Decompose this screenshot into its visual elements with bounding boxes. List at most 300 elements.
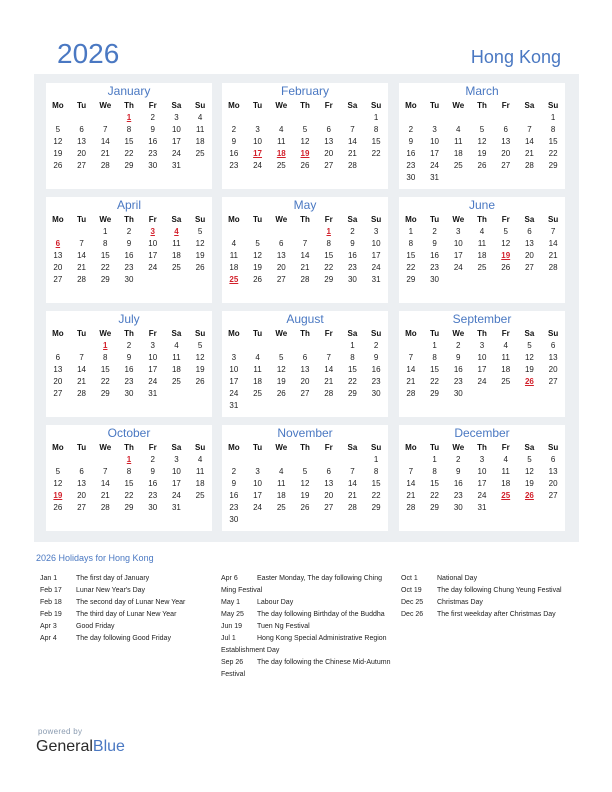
day-cell[interactable]: 6 (550, 455, 556, 464)
day-cell[interactable]: 25 (171, 263, 181, 272)
day-cell[interactable]: 13 (324, 137, 334, 146)
day-cell[interactable]: 8 (126, 125, 132, 134)
day-cell[interactable]: 24 (453, 263, 463, 272)
holiday-day-cell[interactable]: 17 (253, 149, 263, 158)
day-cell[interactable]: 21 (524, 149, 534, 158)
day-cell[interactable]: 3 (255, 125, 260, 134)
day-cell[interactable]: 30 (371, 389, 381, 398)
day-cell[interactable]: 20 (276, 263, 286, 272)
day-cell[interactable]: 11 (501, 467, 510, 476)
day-cell[interactable]: 4 (503, 341, 508, 350)
day-cell[interactable]: 5 (197, 227, 203, 236)
day-cell[interactable]: 17 (371, 251, 381, 260)
day-cell[interactable]: 29 (124, 503, 134, 512)
day-cell[interactable]: 9 (231, 137, 237, 146)
day-cell[interactable]: 26 (300, 503, 310, 512)
day-cell[interactable]: 25 (195, 149, 205, 158)
day-cell[interactable]: 16 (124, 251, 134, 260)
day-cell[interactable]: 12 (300, 479, 310, 488)
day-cell[interactable]: 5 (55, 467, 61, 476)
holiday-day-cell[interactable]: 19 (300, 149, 310, 158)
day-cell[interactable]: 30 (453, 389, 463, 398)
day-cell[interactable]: 20 (524, 251, 534, 260)
day-cell[interactable]: 23 (453, 491, 463, 500)
day-cell[interactable]: 3 (255, 467, 260, 476)
day-cell[interactable]: 11 (229, 251, 238, 260)
day-cell[interactable]: 17 (477, 479, 487, 488)
day-cell[interactable]: 3 (150, 341, 155, 350)
day-cell[interactable]: 21 (347, 149, 357, 158)
day-cell[interactable]: 27 (300, 389, 310, 398)
day-cell[interactable]: 24 (171, 491, 181, 500)
day-cell[interactable]: 15 (347, 365, 357, 374)
day-cell[interactable]: 7 (527, 125, 532, 134)
day-cell[interactable]: 15 (100, 251, 110, 260)
day-cell[interactable]: 28 (77, 275, 87, 284)
day-cell[interactable]: 5 (279, 353, 284, 362)
day-cell[interactable]: 2 (231, 125, 237, 134)
day-cell[interactable]: 5 (255, 239, 260, 248)
day-cell[interactable]: 30 (453, 503, 463, 512)
day-cell[interactable]: 30 (406, 173, 416, 182)
day-cell[interactable]: 26 (195, 377, 205, 386)
day-cell[interactable]: 7 (302, 239, 308, 248)
day-cell[interactable]: 8 (350, 353, 355, 362)
day-cell[interactable]: 27 (53, 275, 63, 284)
day-cell[interactable]: 19 (195, 251, 205, 260)
day-cell[interactable]: 9 (350, 239, 355, 248)
day-cell[interactable]: 31 (171, 161, 181, 170)
day-cell[interactable]: 16 (371, 365, 381, 374)
day-cell[interactable]: 22 (324, 263, 334, 272)
day-cell[interactable]: 4 (174, 341, 179, 350)
day-cell[interactable]: 13 (77, 137, 87, 146)
day-cell[interactable]: 3 (456, 227, 461, 236)
day-cell[interactable]: 28 (324, 389, 334, 398)
day-cell[interactable]: 7 (408, 353, 414, 362)
day-cell[interactable]: 9 (150, 125, 155, 134)
day-cell[interactable]: 21 (406, 377, 416, 386)
day-cell[interactable]: 11 (172, 239, 181, 248)
day-cell[interactable]: 15 (124, 137, 134, 146)
day-cell[interactable]: 15 (371, 137, 381, 146)
day-cell[interactable]: 26 (501, 263, 511, 272)
day-cell[interactable]: 12 (195, 353, 205, 362)
holiday-day-cell[interactable]: 1 (126, 455, 132, 464)
day-cell[interactable]: 25 (276, 161, 286, 170)
day-cell[interactable]: 15 (124, 479, 134, 488)
day-cell[interactable]: 31 (430, 173, 440, 182)
day-cell[interactable]: 29 (371, 503, 381, 512)
day-cell[interactable]: 27 (77, 161, 87, 170)
day-cell[interactable]: 3 (231, 353, 237, 362)
day-cell[interactable]: 1 (408, 227, 414, 236)
day-cell[interactable]: 3 (479, 341, 485, 350)
day-cell[interactable]: 24 (477, 491, 487, 500)
holiday-day-cell[interactable]: 1 (103, 341, 108, 350)
day-cell[interactable]: 10 (171, 467, 181, 476)
day-cell[interactable]: 11 (454, 137, 463, 146)
day-cell[interactable]: 23 (124, 263, 134, 272)
day-cell[interactable]: 12 (524, 353, 534, 362)
day-cell[interactable]: 10 (371, 239, 381, 248)
day-cell[interactable]: 6 (527, 227, 532, 236)
generalblue-logo[interactable] (36, 738, 125, 756)
day-cell[interactable]: 1 (350, 341, 355, 350)
day-cell[interactable]: 29 (430, 503, 440, 512)
holiday-day-cell[interactable]: 3 (150, 227, 155, 236)
day-cell[interactable]: 13 (324, 479, 334, 488)
day-cell[interactable]: 1 (373, 113, 379, 122)
day-cell[interactable]: 27 (53, 389, 63, 398)
day-cell[interactable]: 17 (253, 491, 263, 500)
day-cell[interactable]: 24 (477, 377, 487, 386)
day-cell[interactable]: 20 (324, 491, 334, 500)
day-cell[interactable]: 24 (148, 263, 158, 272)
day-cell[interactable]: 6 (79, 125, 84, 134)
day-cell[interactable]: 27 (501, 161, 511, 170)
day-cell[interactable]: 30 (124, 389, 134, 398)
day-cell[interactable]: 10 (477, 353, 487, 362)
day-cell[interactable]: 29 (347, 389, 357, 398)
day-cell[interactable]: 29 (406, 275, 416, 284)
day-cell[interactable]: 28 (100, 503, 110, 512)
day-cell[interactable]: 12 (53, 479, 63, 488)
day-cell[interactable]: 22 (371, 491, 381, 500)
day-cell[interactable]: 28 (548, 263, 558, 272)
day-cell[interactable]: 22 (430, 377, 440, 386)
day-cell[interactable]: 29 (124, 161, 134, 170)
day-cell[interactable]: 3 (432, 125, 437, 134)
holiday-day-cell[interactable]: 25 (229, 275, 239, 284)
day-cell[interactable]: 3 (373, 227, 379, 236)
day-cell[interactable]: 15 (430, 365, 440, 374)
day-cell[interactable]: 12 (253, 251, 263, 260)
day-cell[interactable]: 25 (195, 491, 205, 500)
day-cell[interactable]: 3 (174, 113, 179, 122)
day-cell[interactable]: 21 (324, 377, 334, 386)
day-cell[interactable]: 7 (103, 467, 108, 476)
day-cell[interactable]: 24 (171, 149, 181, 158)
day-cell[interactable]: 14 (406, 479, 416, 488)
day-cell[interactable]: 27 (324, 161, 334, 170)
day-cell[interactable]: 2 (231, 467, 237, 476)
day-cell[interactable]: 26 (276, 389, 286, 398)
day-cell[interactable]: 23 (406, 161, 416, 170)
day-cell[interactable]: 6 (326, 125, 331, 134)
day-cell[interactable]: 4 (456, 125, 461, 134)
day-cell[interactable]: 23 (229, 503, 239, 512)
day-cell[interactable]: 18 (501, 365, 511, 374)
day-cell[interactable]: 20 (53, 377, 63, 386)
day-cell[interactable]: 8 (373, 467, 379, 476)
day-cell[interactable]: 10 (148, 239, 158, 248)
day-cell[interactable]: 10 (148, 353, 158, 362)
day-cell[interactable]: 13 (501, 137, 511, 146)
day-cell[interactable]: 18 (171, 365, 181, 374)
day-cell[interactable]: 17 (453, 251, 463, 260)
day-cell[interactable]: 3 (174, 455, 179, 464)
day-cell[interactable]: 9 (126, 353, 132, 362)
day-cell[interactable]: 20 (548, 479, 558, 488)
day-cell[interactable]: 18 (453, 149, 463, 158)
day-cell[interactable]: 27 (548, 377, 558, 386)
day-cell[interactable]: 3 (479, 455, 485, 464)
day-cell[interactable]: 24 (229, 389, 239, 398)
day-cell[interactable]: 9 (456, 467, 461, 476)
day-cell[interactable]: 19 (195, 365, 205, 374)
day-cell[interactable]: 8 (326, 239, 331, 248)
day-cell[interactable]: 17 (430, 149, 440, 158)
day-cell[interactable]: 17 (477, 365, 487, 374)
day-cell[interactable]: 20 (300, 377, 310, 386)
day-cell[interactable]: 28 (406, 503, 416, 512)
day-cell[interactable]: 25 (171, 377, 181, 386)
day-cell[interactable]: 7 (326, 353, 331, 362)
day-cell[interactable]: 9 (432, 239, 437, 248)
day-cell[interactable]: 20 (324, 149, 334, 158)
day-cell[interactable]: 1 (103, 227, 108, 236)
day-cell[interactable]: 11 (277, 137, 286, 146)
day-cell[interactable]: 31 (371, 275, 381, 284)
day-cell[interactable]: 28 (347, 503, 357, 512)
day-cell[interactable]: 10 (430, 137, 440, 146)
day-cell[interactable]: 18 (276, 491, 286, 500)
day-cell[interactable]: 17 (148, 251, 158, 260)
day-cell[interactable]: 15 (406, 251, 416, 260)
day-cell[interactable]: 13 (548, 467, 558, 476)
day-cell[interactable]: 11 (277, 479, 286, 488)
day-cell[interactable]: 8 (408, 239, 414, 248)
day-cell[interactable]: 10 (253, 137, 263, 146)
day-cell[interactable]: 26 (195, 263, 205, 272)
day-cell[interactable]: 31 (148, 389, 158, 398)
day-cell[interactable]: 23 (148, 491, 158, 500)
day-cell[interactable]: 13 (300, 365, 310, 374)
day-cell[interactable]: 19 (524, 479, 534, 488)
day-cell[interactable]: 11 (195, 467, 205, 476)
day-cell[interactable]: 8 (432, 467, 437, 476)
day-cell[interactable]: 12 (501, 239, 511, 248)
day-cell[interactable]: 27 (548, 491, 558, 500)
day-cell[interactable]: 22 (371, 149, 381, 158)
day-cell[interactable]: 21 (77, 377, 87, 386)
day-cell[interactable]: 2 (150, 455, 155, 464)
day-cell[interactable]: 16 (430, 251, 440, 260)
day-cell[interactable]: 5 (302, 467, 308, 476)
day-cell[interactable]: 27 (324, 503, 334, 512)
day-cell[interactable]: 11 (253, 365, 262, 374)
day-cell[interactable]: 12 (53, 137, 63, 146)
day-cell[interactable]: 21 (100, 149, 110, 158)
day-cell[interactable]: 12 (524, 467, 534, 476)
holiday-day-cell[interactable]: 4 (174, 227, 179, 236)
day-cell[interactable]: 5 (479, 125, 485, 134)
day-cell[interactable]: 13 (276, 251, 286, 260)
day-cell[interactable]: 9 (456, 353, 461, 362)
day-cell[interactable]: 13 (53, 365, 63, 374)
day-cell[interactable]: 24 (148, 377, 158, 386)
day-cell[interactable]: 25 (253, 389, 263, 398)
day-cell[interactable]: 15 (100, 365, 110, 374)
day-cell[interactable]: 6 (79, 467, 84, 476)
day-cell[interactable]: 1 (373, 455, 379, 464)
day-cell[interactable]: 5 (527, 455, 532, 464)
day-cell[interactable]: 2 (456, 341, 461, 350)
day-cell[interactable]: 13 (524, 239, 534, 248)
day-cell[interactable]: 7 (350, 467, 355, 476)
day-cell[interactable]: 18 (195, 479, 205, 488)
day-cell[interactable]: 1 (432, 455, 437, 464)
holiday-day-cell[interactable]: 19 (53, 491, 63, 500)
day-cell[interactable]: 24 (253, 503, 263, 512)
day-cell[interactable]: 28 (347, 161, 357, 170)
day-cell[interactable]: 26 (53, 161, 63, 170)
day-cell[interactable]: 7 (79, 239, 84, 248)
day-cell[interactable]: 22 (124, 491, 134, 500)
day-cell[interactable]: 28 (100, 161, 110, 170)
day-cell[interactable]: 1 (550, 113, 556, 122)
day-cell[interactable]: 11 (195, 125, 205, 134)
day-cell[interactable]: 7 (103, 125, 108, 134)
day-cell[interactable]: 10 (171, 125, 181, 134)
day-cell[interactable]: 8 (432, 353, 437, 362)
day-cell[interactable]: 30 (148, 503, 158, 512)
day-cell[interactable]: 4 (479, 227, 485, 236)
day-cell[interactable]: 16 (148, 137, 158, 146)
day-cell[interactable]: 2 (126, 227, 132, 236)
day-cell[interactable]: 21 (77, 263, 87, 272)
day-cell[interactable]: 20 (501, 149, 511, 158)
day-cell[interactable]: 22 (100, 377, 110, 386)
day-cell[interactable]: 16 (406, 149, 416, 158)
day-cell[interactable]: 1 (432, 341, 437, 350)
day-cell[interactable]: 28 (77, 389, 87, 398)
holiday-day-cell[interactable]: 6 (55, 239, 61, 248)
day-cell[interactable]: 29 (100, 389, 110, 398)
day-cell[interactable]: 2 (408, 125, 414, 134)
day-cell[interactable]: 11 (477, 239, 487, 248)
day-cell[interactable]: 30 (347, 275, 357, 284)
day-cell[interactable]: 21 (300, 263, 310, 272)
day-cell[interactable]: 5 (197, 341, 203, 350)
day-cell[interactable]: 2 (150, 113, 155, 122)
day-cell[interactable]: 8 (550, 125, 556, 134)
day-cell[interactable]: 10 (229, 365, 239, 374)
day-cell[interactable]: 7 (550, 227, 556, 236)
day-cell[interactable]: 31 (229, 401, 239, 410)
day-cell[interactable]: 22 (548, 149, 558, 158)
day-cell[interactable]: 18 (501, 479, 511, 488)
day-cell[interactable]: 28 (406, 389, 416, 398)
day-cell[interactable]: 27 (77, 503, 87, 512)
day-cell[interactable]: 4 (255, 353, 260, 362)
day-cell[interactable]: 12 (477, 137, 487, 146)
day-cell[interactable]: 20 (77, 149, 87, 158)
holiday-day-cell[interactable]: 18 (276, 149, 286, 158)
day-cell[interactable]: 27 (524, 263, 534, 272)
day-cell[interactable]: 7 (408, 467, 414, 476)
day-cell[interactable]: 14 (548, 239, 558, 248)
day-cell[interactable]: 23 (124, 377, 134, 386)
holiday-day-cell[interactable]: 26 (524, 377, 534, 386)
day-cell[interactable]: 23 (229, 161, 239, 170)
day-cell[interactable]: 21 (406, 491, 416, 500)
day-cell[interactable]: 18 (229, 263, 239, 272)
day-cell[interactable]: 22 (430, 491, 440, 500)
day-cell[interactable]: 29 (100, 275, 110, 284)
day-cell[interactable]: 4 (197, 455, 203, 464)
day-cell[interactable]: 17 (171, 137, 181, 146)
day-cell[interactable]: 25 (453, 161, 463, 170)
day-cell[interactable]: 8 (373, 125, 379, 134)
day-cell[interactable]: 9 (231, 479, 237, 488)
day-cell[interactable]: 30 (148, 161, 158, 170)
day-cell[interactable]: 10 (477, 467, 487, 476)
day-cell[interactable]: 19 (276, 377, 286, 386)
day-cell[interactable]: 30 (229, 515, 239, 524)
day-cell[interactable]: 16 (229, 491, 239, 500)
day-cell[interactable]: 17 (148, 365, 158, 374)
day-cell[interactable]: 6 (302, 353, 308, 362)
day-cell[interactable]: 22 (406, 263, 416, 272)
day-cell[interactable]: 6 (279, 239, 284, 248)
day-cell[interactable]: 12 (300, 137, 310, 146)
day-cell[interactable]: 8 (126, 467, 132, 476)
day-cell[interactable]: 21 (548, 251, 558, 260)
day-cell[interactable]: 18 (253, 377, 263, 386)
day-cell[interactable]: 23 (148, 149, 158, 158)
day-cell[interactable]: 19 (524, 365, 534, 374)
day-cell[interactable]: 4 (503, 455, 508, 464)
day-cell[interactable]: 21 (100, 491, 110, 500)
day-cell[interactable]: 5 (55, 125, 61, 134)
day-cell[interactable]: 9 (408, 137, 414, 146)
day-cell[interactable]: 14 (347, 137, 357, 146)
day-cell[interactable]: 28 (300, 275, 310, 284)
day-cell[interactable]: 6 (550, 341, 556, 350)
day-cell[interactable]: 2 (126, 341, 132, 350)
day-cell[interactable]: 15 (371, 479, 381, 488)
day-cell[interactable]: 24 (253, 161, 263, 170)
day-cell[interactable]: 4 (197, 113, 203, 122)
day-cell[interactable]: 16 (124, 365, 134, 374)
day-cell[interactable]: 16 (347, 251, 357, 260)
day-cell[interactable]: 13 (548, 353, 558, 362)
day-cell[interactable]: 26 (300, 161, 310, 170)
day-cell[interactable]: 24 (371, 263, 381, 272)
day-cell[interactable]: 14 (524, 137, 534, 146)
day-cell[interactable]: 24 (430, 161, 440, 170)
holiday-day-cell[interactable]: 25 (501, 491, 511, 500)
day-cell[interactable]: 19 (300, 491, 310, 500)
day-cell[interactable]: 31 (171, 503, 181, 512)
day-cell[interactable]: 20 (53, 263, 63, 272)
day-cell[interactable]: 16 (453, 365, 463, 374)
day-cell[interactable]: 30 (124, 275, 134, 284)
day-cell[interactable]: 16 (229, 149, 239, 158)
day-cell[interactable]: 25 (501, 377, 511, 386)
day-cell[interactable]: 23 (371, 377, 381, 386)
day-cell[interactable]: 2 (432, 227, 437, 236)
day-cell[interactable]: 19 (253, 263, 263, 272)
day-cell[interactable]: 29 (430, 389, 440, 398)
day-cell[interactable]: 7 (79, 353, 84, 362)
day-cell[interactable]: 2 (373, 341, 379, 350)
day-cell[interactable]: 8 (103, 353, 108, 362)
day-cell[interactable]: 2 (350, 227, 355, 236)
day-cell[interactable]: 31 (477, 503, 487, 512)
